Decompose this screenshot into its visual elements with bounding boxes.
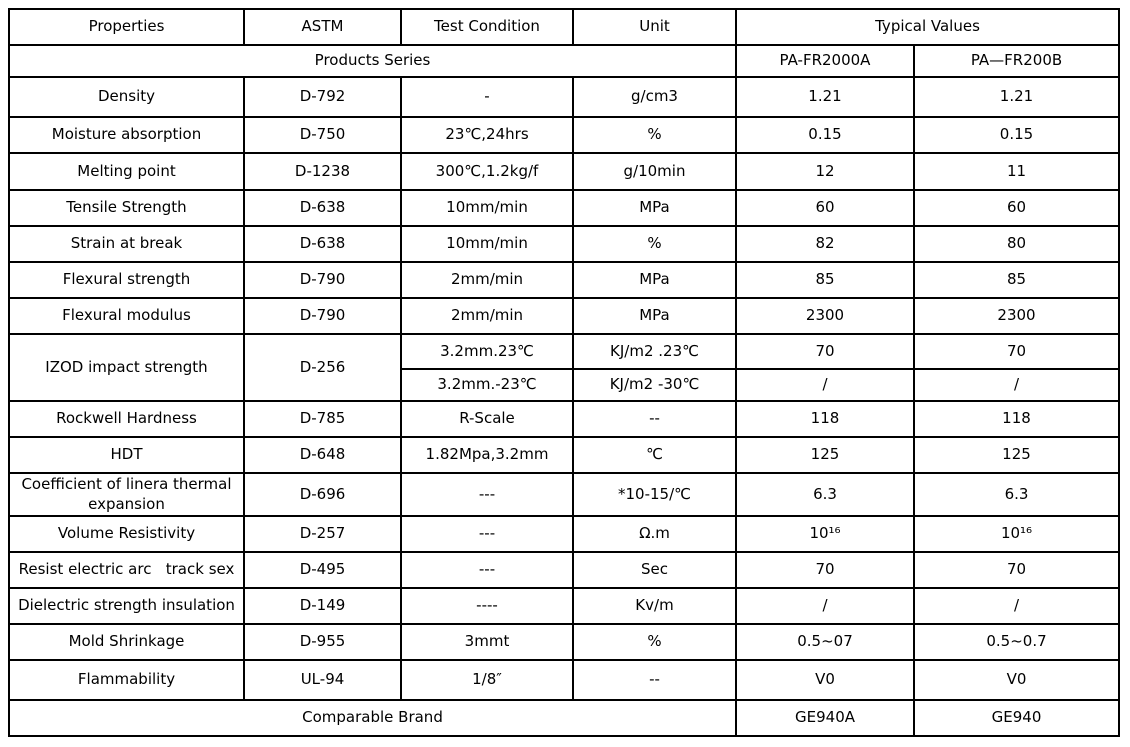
value-b-cell: 125: [914, 437, 1119, 473]
condition-cell: 3mmt: [401, 624, 573, 660]
value-b-cell: 70: [914, 552, 1119, 588]
condition-cell: -: [401, 77, 573, 117]
value-b-cell: 0.5~0.7: [914, 624, 1119, 660]
value-b-cell: 70: [914, 334, 1119, 369]
condition-cell: ---: [401, 473, 573, 516]
properties-table: [8, 8, 1120, 737]
value-b-cell: 11: [914, 153, 1119, 190]
grade-a-cell: PA-FR2000A: [736, 45, 914, 77]
property-cell: Mold Shrinkage: [9, 624, 244, 660]
astm-cell: D-495: [244, 552, 401, 588]
table-row: [9, 226, 1119, 262]
property-cell: Coefficient of linera thermal expansion: [9, 473, 244, 516]
value-b-cell: /: [914, 588, 1119, 624]
condition-cell: 10mm/min: [401, 190, 573, 226]
astm-cell: UL-94: [244, 660, 401, 700]
condition-cell: 3.2mm.23℃: [401, 334, 573, 369]
unit-header-cell: Unit: [573, 9, 736, 45]
condition-cell: 2mm/min: [401, 262, 573, 298]
properties-header-cell: Properties: [9, 9, 244, 45]
value-a-cell: /: [736, 369, 914, 401]
astm-cell: D-750: [244, 117, 401, 153]
value-b-cell: 60: [914, 190, 1119, 226]
astm-cell: D-696: [244, 473, 401, 516]
brand-row: [9, 700, 1119, 736]
table-row: [9, 190, 1119, 226]
property-cell: Dielectric strength insulation: [9, 588, 244, 624]
astm-cell: D-648: [244, 437, 401, 473]
value-a-cell: 12: [736, 153, 914, 190]
unit-cell: Sec: [573, 552, 736, 588]
value-a-cell: 1.21: [736, 77, 914, 117]
condition-cell: 10mm/min: [401, 226, 573, 262]
value-a-cell: 82: [736, 226, 914, 262]
value-b-cell: 85: [914, 262, 1119, 298]
products-series-cell: Products Series: [9, 45, 736, 77]
condition-cell: ---: [401, 516, 573, 552]
astm-cell: D-790: [244, 262, 401, 298]
value-a-cell: 0.15: [736, 117, 914, 153]
unit-cell: g/cm3: [573, 77, 736, 117]
property-cell: Strain at break: [9, 226, 244, 262]
value-b-cell: 6.3: [914, 473, 1119, 516]
condition-cell: 300℃,1.2kg/f: [401, 153, 573, 190]
grade-b-cell: PA—FR200B: [914, 45, 1119, 77]
table-row: [9, 117, 1119, 153]
unit-cell: MPa: [573, 190, 736, 226]
value-a-cell: 118: [736, 401, 914, 437]
astm-cell: D-638: [244, 226, 401, 262]
unit-cell: %: [573, 226, 736, 262]
unit-cell: g/10min: [573, 153, 736, 190]
table-row: [9, 298, 1119, 334]
unit-cell: KJ/m2 -30℃: [573, 369, 736, 401]
property-cell: Flexural strength: [9, 262, 244, 298]
astm-cell: D-638: [244, 190, 401, 226]
typical-values-header-cell: Typical Values: [736, 9, 1119, 45]
astm-cell: D-790: [244, 298, 401, 334]
property-cell: Melting point: [9, 153, 244, 190]
condition-cell: 23℃,24hrs: [401, 117, 573, 153]
astm-cell: D-955: [244, 624, 401, 660]
property-cell: Volume Resistivity: [9, 516, 244, 552]
comparable-brand-cell: Comparable Brand: [9, 700, 736, 736]
series-row: [9, 45, 1119, 77]
value-a-cell: 85: [736, 262, 914, 298]
table-row: [9, 473, 1119, 516]
condition-cell: ----: [401, 588, 573, 624]
value-a-cell: 125: [736, 437, 914, 473]
unit-cell: Ω.m: [573, 516, 736, 552]
izod-row-1: [9, 334, 1119, 369]
astm-cell: D-1238: [244, 153, 401, 190]
value-a-cell: 6.3: [736, 473, 914, 516]
brand-b-cell: GE940: [914, 700, 1119, 736]
astm-cell: D-256: [244, 334, 401, 401]
property-cell: Resist electric arc track sex: [9, 552, 244, 588]
value-b-cell: 118: [914, 401, 1119, 437]
condition-cell: 1/8″: [401, 660, 573, 700]
value-a-cell: V0: [736, 660, 914, 700]
unit-cell: KJ/m2 .23℃: [573, 334, 736, 369]
value-b-cell: 80: [914, 226, 1119, 262]
property-cell: Tensile Strength: [9, 190, 244, 226]
condition-cell: 1.82Mpa,3.2mm: [401, 437, 573, 473]
value-b-cell: V0: [914, 660, 1119, 700]
astm-cell: D-257: [244, 516, 401, 552]
value-a-cell: 70: [736, 552, 914, 588]
condition-cell: R-Scale: [401, 401, 573, 437]
table-row: [9, 153, 1119, 190]
value-a-cell: 2300: [736, 298, 914, 334]
header-row: [9, 9, 1119, 45]
value-b-cell: 0.15: [914, 117, 1119, 153]
unit-cell: --: [573, 401, 736, 437]
value-b-cell: 10¹⁶: [914, 516, 1119, 552]
unit-cell: Kv/m: [573, 588, 736, 624]
value-a-cell: /: [736, 588, 914, 624]
astm-cell: D-785: [244, 401, 401, 437]
property-cell: Flexural modulus: [9, 298, 244, 334]
condition-cell: 3.2mm.-23℃: [401, 369, 573, 401]
unit-cell: MPa: [573, 298, 736, 334]
property-cell: HDT: [9, 437, 244, 473]
table-row: [9, 77, 1119, 117]
property-cell: Flammability: [9, 660, 244, 700]
astm-cell: D-149: [244, 588, 401, 624]
value-a-cell: 10¹⁶: [736, 516, 914, 552]
property-cell: Density: [9, 77, 244, 117]
unit-cell: --: [573, 660, 736, 700]
value-a-cell: 60: [736, 190, 914, 226]
value-b-cell: 1.21: [914, 77, 1119, 117]
property-cell: Moisture absorption: [9, 117, 244, 153]
unit-cell: *10-15/℃: [573, 473, 736, 516]
datasheet: [8, 8, 1120, 737]
table-row: [9, 437, 1119, 473]
unit-cell: %: [573, 117, 736, 153]
value-b-cell: 2300: [914, 298, 1119, 334]
table-row: [9, 401, 1119, 437]
astm-cell: D-792: [244, 77, 401, 117]
value-a-cell: 0.5~07: [736, 624, 914, 660]
property-cell: IZOD impact strength: [9, 334, 244, 401]
table-row: [9, 588, 1119, 624]
value-a-cell: 70: [736, 334, 914, 369]
unit-cell: %: [573, 624, 736, 660]
table-row: [9, 552, 1119, 588]
value-b-cell: /: [914, 369, 1119, 401]
astm-header-cell: ASTM: [244, 9, 401, 45]
unit-cell: MPa: [573, 262, 736, 298]
table-row: [9, 624, 1119, 660]
table-row: [9, 262, 1119, 298]
unit-cell: ℃: [573, 437, 736, 473]
property-cell: Rockwell Hardness: [9, 401, 244, 437]
brand-a-cell: GE940A: [736, 700, 914, 736]
condition-cell: ---: [401, 552, 573, 588]
condition-cell: 2mm/min: [401, 298, 573, 334]
table-row: [9, 660, 1119, 700]
test-condition-header-cell: Test Condition: [401, 9, 573, 45]
table-row: [9, 516, 1119, 552]
